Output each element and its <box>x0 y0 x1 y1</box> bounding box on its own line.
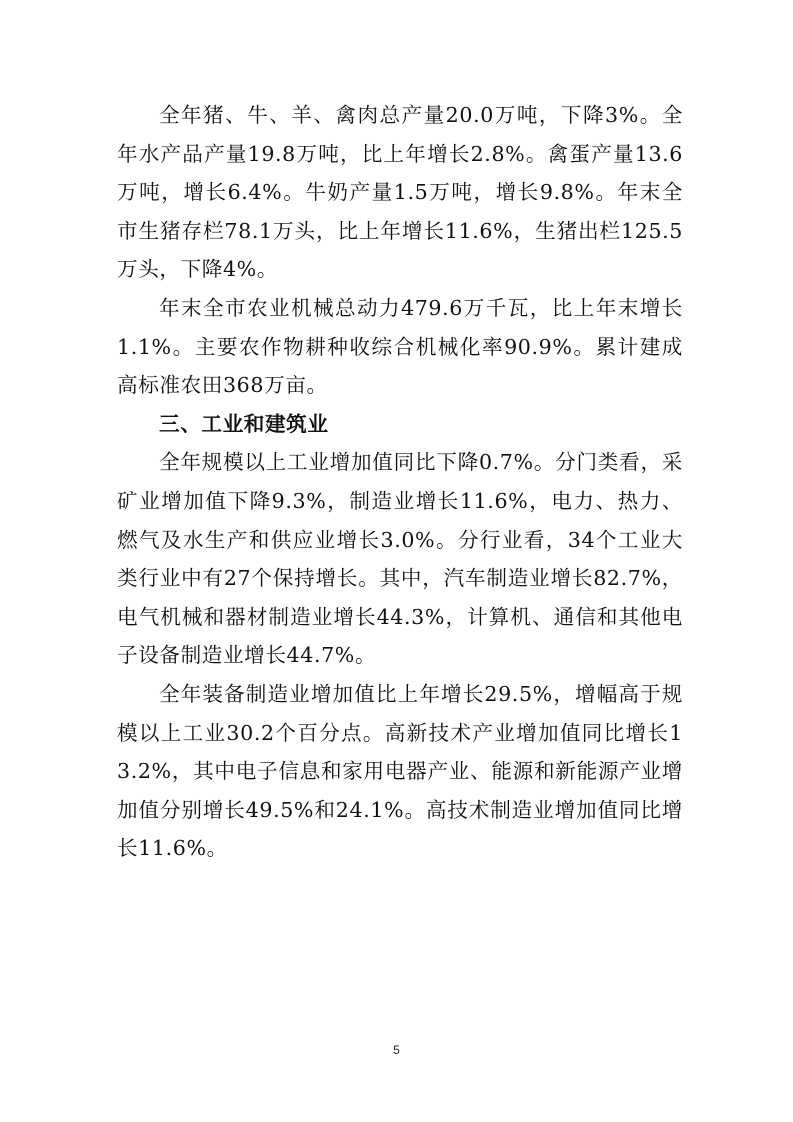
paragraph-equipment: 全年装备制造业增加值比上年增长29.5%，增幅高于规模以上工业30.2个百分点。高新技术产业增加值同比增长13.2%，其中电子信息和家用电器产业、能源和新能源产业增加值分别增长49.5%和24.1%。高技术制造业增加值同比增长11.6%。 <box>117 681 683 861</box>
page-number: 5 <box>393 1043 400 1057</box>
document-body <box>117 96 683 868</box>
paragraph-livestock: 全年猪、牛、羊、禽肉总产量20.0万吨，下降3%。全年水产品产量19.8万吨，比上年增长2.8%。禽蛋产量13.6万吨，增长6.4%。牛奶产量1.5万吨，增长9.8%。年末全市生猪存栏78.1万头，比上年增长11.6%，生猪出栏125.5万头，下降4%。 <box>117 103 683 282</box>
section-heading: 三、工业和建筑业 <box>159 411 329 436</box>
paragraph-industry: 全年规模以上工业增加值同比下降0.7%。分门类看，采矿业增加值下降9.3%，制造业增长11.6%，电力、热力、燃气及水生产和供应业增长3.0%。分行业看，34个工业大类行业中有27个保持增长。其中，汽车制造业增长82.7%，电气机械和器材制造业增长44.3%，计算机、通信和其他电子设备制造业增长44.7%。 <box>117 450 683 668</box>
paragraph-machinery: 年末全市农业机械总动力479.6万千瓦，比上年末增长1.1%。主要农作物耕种收综合机械化率90.9%。累计建成高标准农田368万亩。 <box>117 295 683 398</box>
